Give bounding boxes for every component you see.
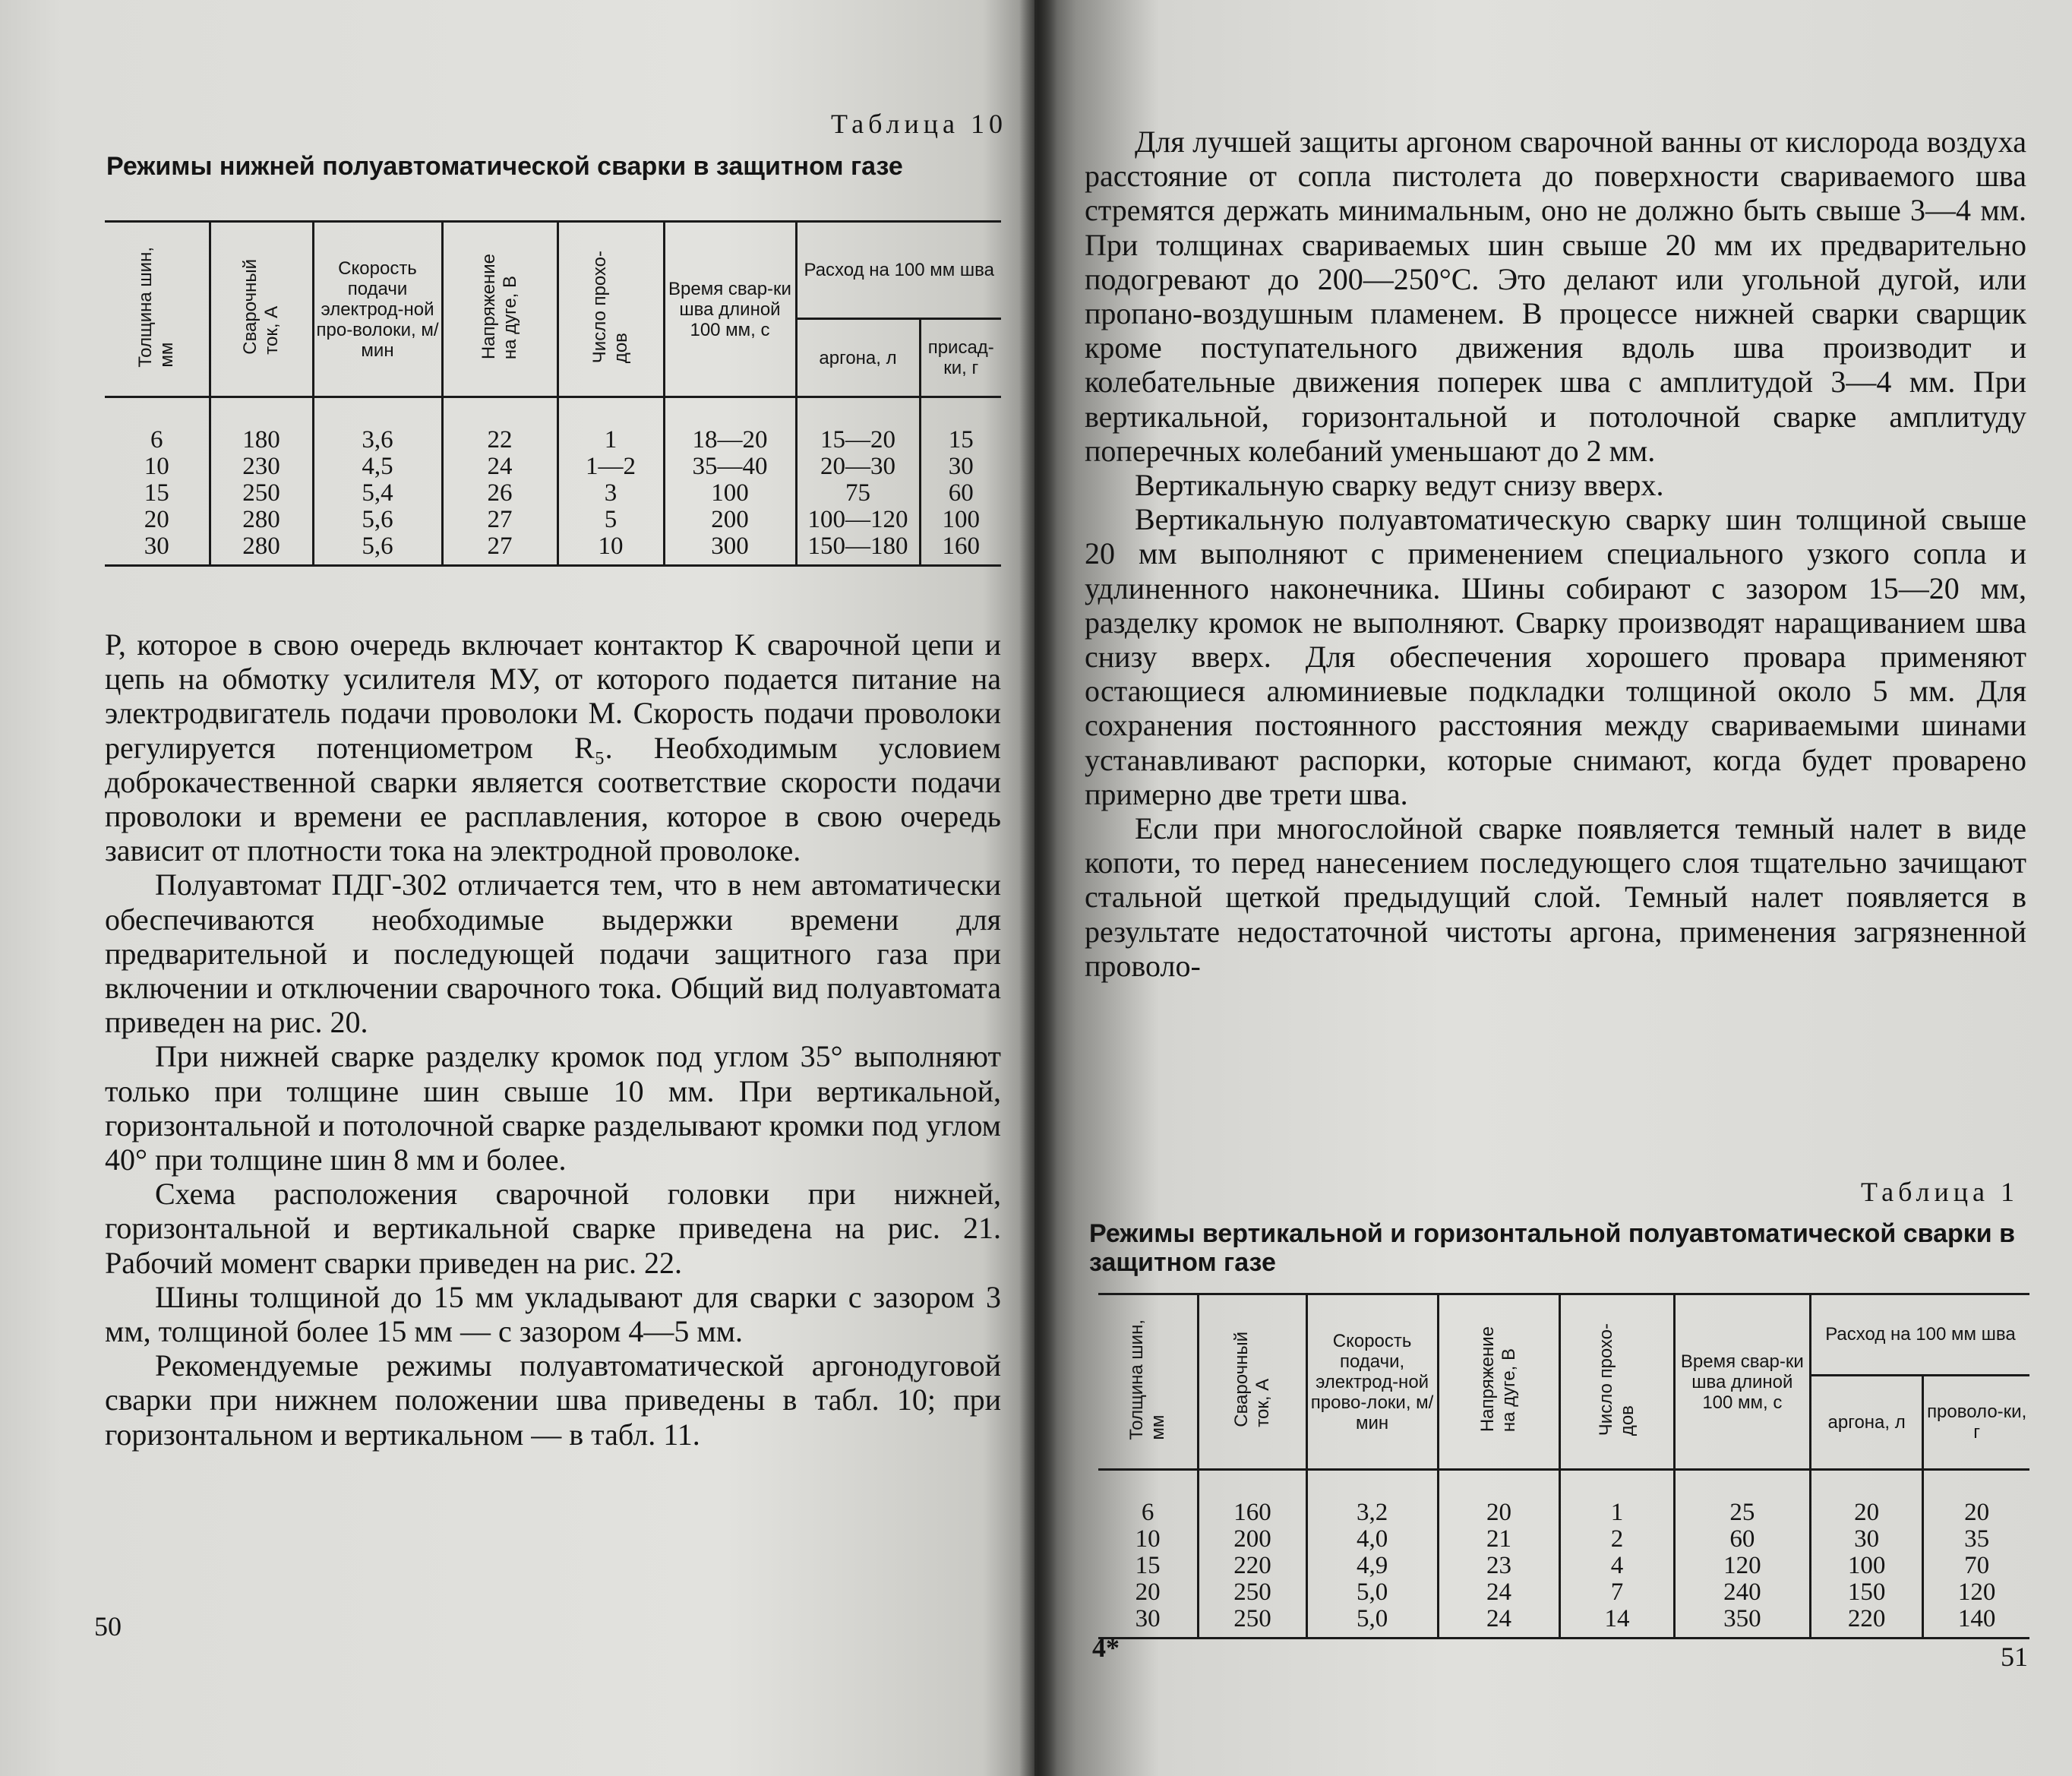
table-cell: 100 [920, 507, 1001, 533]
col-header-passes: Число прохо- дов [1560, 1294, 1674, 1470]
left-page [0, 0, 1034, 1776]
table-cell: 4,9 [1306, 1553, 1438, 1579]
table-cell: 24 [1438, 1606, 1560, 1639]
table-cell: 24 [1438, 1579, 1560, 1606]
table-cell: 15 [144, 479, 169, 507]
table-cell: 27 [442, 507, 557, 533]
table-cell: 1—2 [557, 453, 664, 480]
table-cell: 70 [1923, 1553, 2029, 1579]
table-cell: 26 [442, 480, 557, 507]
col-header-thickness: Толщина шин, мм [105, 222, 210, 397]
table-cell: 4,5 [313, 453, 442, 480]
col-header-consumption: Расход на 100 мм шва [1810, 1294, 2029, 1376]
table-cell: 280 [210, 507, 313, 533]
table-cell: 30 [105, 533, 210, 566]
paragraph: Полуавтомат ПДГ-302 отличается тем, что в нем автоматически обеспечиваются необходимые выдержки времени для предварительной и последующей подачи защитного газа при включении и отключении сварочного тока. Общий вид полуавтомата приведен на рис. 20. [105, 867, 1001, 1040]
table-cell: 18—20 [664, 397, 796, 454]
paragraph: Шины толщиной до 15 мм укладывают для сварки с зазором 3 мм, толщиной более 15 мм — с зазором 4—5 мм. [105, 1279, 1001, 1349]
table-cell: 3,6 [313, 397, 442, 454]
table-cell: 250 [1199, 1606, 1306, 1639]
table-cell: 24 [442, 453, 557, 480]
table-10-title: Режимы нижней полуавтоматической сварки в защитном газе [106, 152, 903, 181]
table-cell: 300 [664, 533, 796, 566]
table-cell: 160 [1199, 1470, 1306, 1527]
table-cell: 30 [920, 453, 1001, 480]
col-header-time: Время свар-ки шва длиной 100 мм, с [1674, 1294, 1810, 1470]
table-cell: 20 [1923, 1470, 2029, 1527]
table-cell: 10 [1135, 1525, 1161, 1553]
table-cell: 140 [1923, 1606, 2029, 1639]
col-header-argon: аргона, л [796, 319, 920, 397]
table-11-title: Режимы вертикальной и горизонтальной полуавтоматической сварки в защитном газе [1089, 1219, 2016, 1277]
table-cell: 2 [1560, 1526, 1674, 1553]
paragraph: Если при многослойной сварке появляется темный налет в виде копоти, то перед нанесением последующего слоя тщательно зачищают стальной щеткой предыдущий слой. Темный налет появляется в результате недостаточной чистоты аргона, применения загрязненной проволо- [1085, 811, 2026, 983]
col-header-argon: аргона, л [1810, 1375, 1922, 1469]
table-cell: 350 [1674, 1606, 1810, 1639]
table-cell: 280 [210, 533, 313, 566]
signature-mark: 4* [1092, 1632, 1120, 1663]
table-cell: 21 [1438, 1526, 1560, 1553]
left-body-text [105, 627, 1001, 1452]
table-cell: 6 [150, 426, 163, 453]
table-cell: 100—120 [796, 507, 920, 533]
table-cell: 15—20 [796, 397, 920, 454]
table-cell: 20—30 [796, 453, 920, 480]
table-11 [1098, 1293, 2029, 1639]
table-cell: 150—180 [796, 533, 920, 566]
table-cell: 120 [1674, 1553, 1810, 1579]
table-row [105, 453, 1001, 480]
col-header-thickness: Толщина шин, мм [1098, 1294, 1199, 1470]
table-cell: 150 [1810, 1579, 1922, 1606]
table-cell: 3 [557, 480, 664, 507]
paragraph: P, которое в свою очередь включает контактор K сварочной цепи и цепь на обмотку усилителя МУ, от которого подается питание на электродвигатель подачи проволоки М. Скорость подачи проволоки регулируется потенциометром R₅. Необходимым условием доброкачественной сварки является соответствие скорости подачи проволоки и времени ее расплавления, которое в свою очередь зависит от плотности тока на электродной проволоке. [105, 627, 1001, 868]
table-cell: 5,0 [1306, 1606, 1438, 1639]
col-header-voltage: Напряжение на дуге, В [1438, 1294, 1560, 1470]
table-cell: 30 [1098, 1606, 1199, 1639]
col-header-consumption: Расход на 100 мм шва [796, 222, 1001, 319]
table-cell: 35—40 [664, 453, 796, 480]
table-row [105, 533, 1001, 566]
table-cell: 250 [1199, 1579, 1306, 1606]
table-cell: 14 [1560, 1606, 1674, 1639]
table-cell: 1 [1560, 1470, 1674, 1527]
table-row [105, 397, 1001, 454]
table-cell: 20 [1438, 1470, 1560, 1527]
col-header-current: Сварочный ток, А [1199, 1294, 1306, 1470]
table-cell: 240 [1674, 1579, 1810, 1606]
table-cell: 5,6 [313, 507, 442, 533]
right-page [1034, 0, 2072, 1776]
table-cell: 7 [1560, 1579, 1674, 1606]
table-cell: 23 [1438, 1553, 1560, 1579]
right-body-text [1085, 125, 2026, 983]
table-cell: 27 [442, 533, 557, 566]
table-10-number: Таблица 10 [831, 109, 1007, 139]
table-row [1098, 1606, 2029, 1639]
page-number-left: 50 [94, 1611, 122, 1642]
paragraph: Вертикальную полуавтоматическую сварку шин толщиной свыше 20 мм выполняют с применением специального узкого сопла и удлиненного наконечника. Шины собирают с зазором 15—20 мм, разделку кромок не выполняют. Сварку производят наращиванием шва снизу вверх. Для обеспечения хорошего провара применяют остающиеся алюминиевые подкладки толщиной около 5 мм. Для сохранения постоянного расстояния между свариваемыми шинами устанавливают распорки, которые снимают, когда будет проварено примерно две трети шва. [1085, 502, 2026, 811]
table-cell: 75 [796, 480, 920, 507]
table-cell: 20 [1810, 1470, 1922, 1527]
table-cell: 25 [1674, 1470, 1810, 1527]
table-cell: 200 [1199, 1526, 1306, 1553]
col-header-current: Сварочный ток, А [210, 222, 313, 397]
col-header-voltage: Напряжение на дуге, В [442, 222, 557, 397]
table-cell: 1 [557, 397, 664, 454]
table-cell: 5,0 [1306, 1579, 1438, 1606]
table-row [1098, 1526, 2029, 1553]
table-row [1098, 1579, 2029, 1606]
table-cell: 22 [442, 397, 557, 454]
table-row [105, 507, 1001, 533]
table-cell: 5,6 [313, 533, 442, 566]
book-gutter-shadow [1019, 0, 1057, 1776]
paragraph: Вертикальную сварку ведут снизу вверх. [1135, 468, 1664, 503]
col-header-filler: присад-ки, г [920, 319, 1001, 397]
table-cell: 10 [144, 453, 169, 480]
page-number-right: 51 [2001, 1642, 2028, 1672]
table-cell: 120 [1923, 1579, 2029, 1606]
table-row [1098, 1553, 2029, 1579]
table-cell: 15 [1135, 1552, 1161, 1579]
table-10 [105, 220, 1001, 567]
table-cell: 15 [920, 397, 1001, 454]
paragraph: Схема расположения сварочной головки при нижней, горизонтальной и вертикальной сварке приведена на рис. 21. Рабочий момент сварки приведен на рис. 22. [105, 1177, 1001, 1280]
col-header-time: Время свар-ки шва длиной 100 мм, с [664, 222, 796, 397]
table-cell: 30 [1810, 1526, 1922, 1553]
table-cell: 180 [210, 397, 313, 454]
table-row [1098, 1470, 2029, 1527]
table-cell: 60 [1674, 1526, 1810, 1553]
table-cell: 5 [557, 507, 664, 533]
table-cell: 20 [144, 506, 169, 533]
table-cell: 10 [557, 533, 664, 566]
col-header-wire: проволо-ки, г [1923, 1375, 2029, 1469]
table-11-number: Таблица 1 [1861, 1177, 2019, 1207]
table-row [105, 480, 1001, 507]
table-cell: 60 [920, 480, 1001, 507]
table-cell: 3,2 [1306, 1470, 1438, 1527]
paragraph: Рекомендуемые режимы полуавтоматической аргонодуговой сварки при нижнем положении шва приведены в табл. 10; при горизонтальном и вертикальном — в табл. 11. [105, 1348, 1001, 1452]
col-header-passes: Число прохо- дов [557, 222, 664, 397]
paragraph: Для лучшей защиты аргоном сварочной ванны от кислорода воздуха расстояние от сопла пистолета до поверхности свариваемого шва стремятся держать минимальным, оно не должно быть свыше 3—4 мм. При толщинах свариваемых шин свыше 20 мм их предварительно подогревают до 200—250°С. Это делают или угольной дугой, или пропано-воздушным пламенем. В процессе нижней сварки сварщик кроме поступательного движения вдоль шва производит и колебательные движения поперек шва с амплитудой 3—4 мм. При вертикальной, горизонтальной и потолочной сварке амплитуду поперечных колебаний уменьшают до 2 мм. [1085, 125, 2026, 468]
table-cell: 35 [1923, 1526, 2029, 1553]
table-cell: 4,0 [1306, 1526, 1438, 1553]
paragraph: При нижней сварке разделку кромок под углом 35° выполняют только при толщине шин свыше 10 мм. При вертикальной, горизонтальной и потолочной сварке разделывают кромки под углом 40° при толщине шин 8 мм и более. [105, 1039, 1001, 1177]
table-cell: 100 [1810, 1553, 1922, 1579]
table-cell: 5,4 [313, 480, 442, 507]
col-header-wire-speed: Скорость подачи электрод-ной про-волоки, м/мин [313, 222, 442, 397]
col-header-wire-speed: Скорость подачи, электрод-ной прово-локи, м/мин [1306, 1294, 1438, 1470]
table-cell: 230 [210, 453, 313, 480]
table-cell: 160 [920, 533, 1001, 566]
table-cell: 220 [1810, 1606, 1922, 1639]
table-cell: 4 [1560, 1553, 1674, 1579]
table-cell: 6 [1141, 1499, 1154, 1526]
table-cell: 20 [1135, 1578, 1161, 1606]
table-cell: 220 [1199, 1553, 1306, 1579]
table-cell: 200 [664, 507, 796, 533]
table-cell: 100 [664, 480, 796, 507]
table-cell: 250 [210, 480, 313, 507]
